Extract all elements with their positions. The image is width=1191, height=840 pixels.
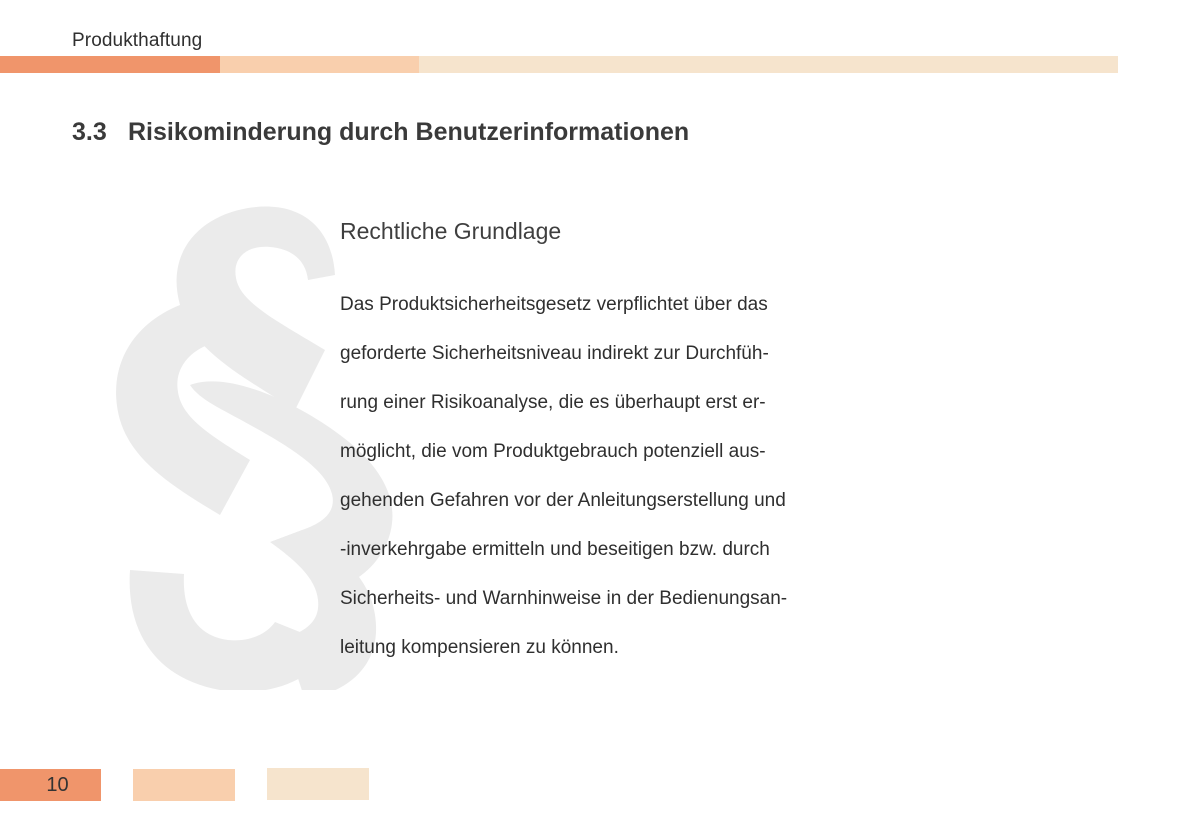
content-block bbox=[340, 216, 850, 660]
footer-box-mid bbox=[133, 769, 235, 801]
page-number-box bbox=[0, 769, 101, 801]
section-title-text: Risikominderung durch Benutzerinformationen bbox=[128, 118, 690, 146]
body-line: -inverkehrgabe ermitteln und beseitigen bzw. durch bbox=[340, 538, 770, 560]
body-line: Das Produktsicherheitsgesetz verpflichtet über das bbox=[340, 293, 768, 315]
body-paragraph bbox=[340, 268, 850, 660]
running-header: Produkthaftung bbox=[72, 30, 203, 51]
footer-box-light bbox=[267, 768, 369, 800]
page-number: 10 bbox=[46, 773, 69, 796]
body-line: rung einer Risikoanalyse, die es überhaupt erst er- bbox=[340, 391, 766, 413]
body-line: leitung kompensieren zu können. bbox=[340, 636, 619, 658]
section-number: 3.3 bbox=[72, 118, 107, 146]
header-bar-light bbox=[419, 56, 1118, 73]
body-line: möglicht, die vom Produktgebrauch potenziell aus- bbox=[340, 440, 766, 462]
body-line: Sicherheits- und Warnhinweise in der Bedienungsan- bbox=[340, 587, 788, 609]
body-line: gehenden Gefahren vor der Anleitungserstellung und bbox=[340, 489, 786, 511]
subheading: Rechtliche Grundlage bbox=[340, 218, 562, 244]
header-bar-mid bbox=[220, 56, 419, 73]
header-bar-dark bbox=[0, 56, 220, 73]
body-line: geforderte Sicherheitsniveau indirekt zur Durchfüh- bbox=[340, 342, 769, 364]
